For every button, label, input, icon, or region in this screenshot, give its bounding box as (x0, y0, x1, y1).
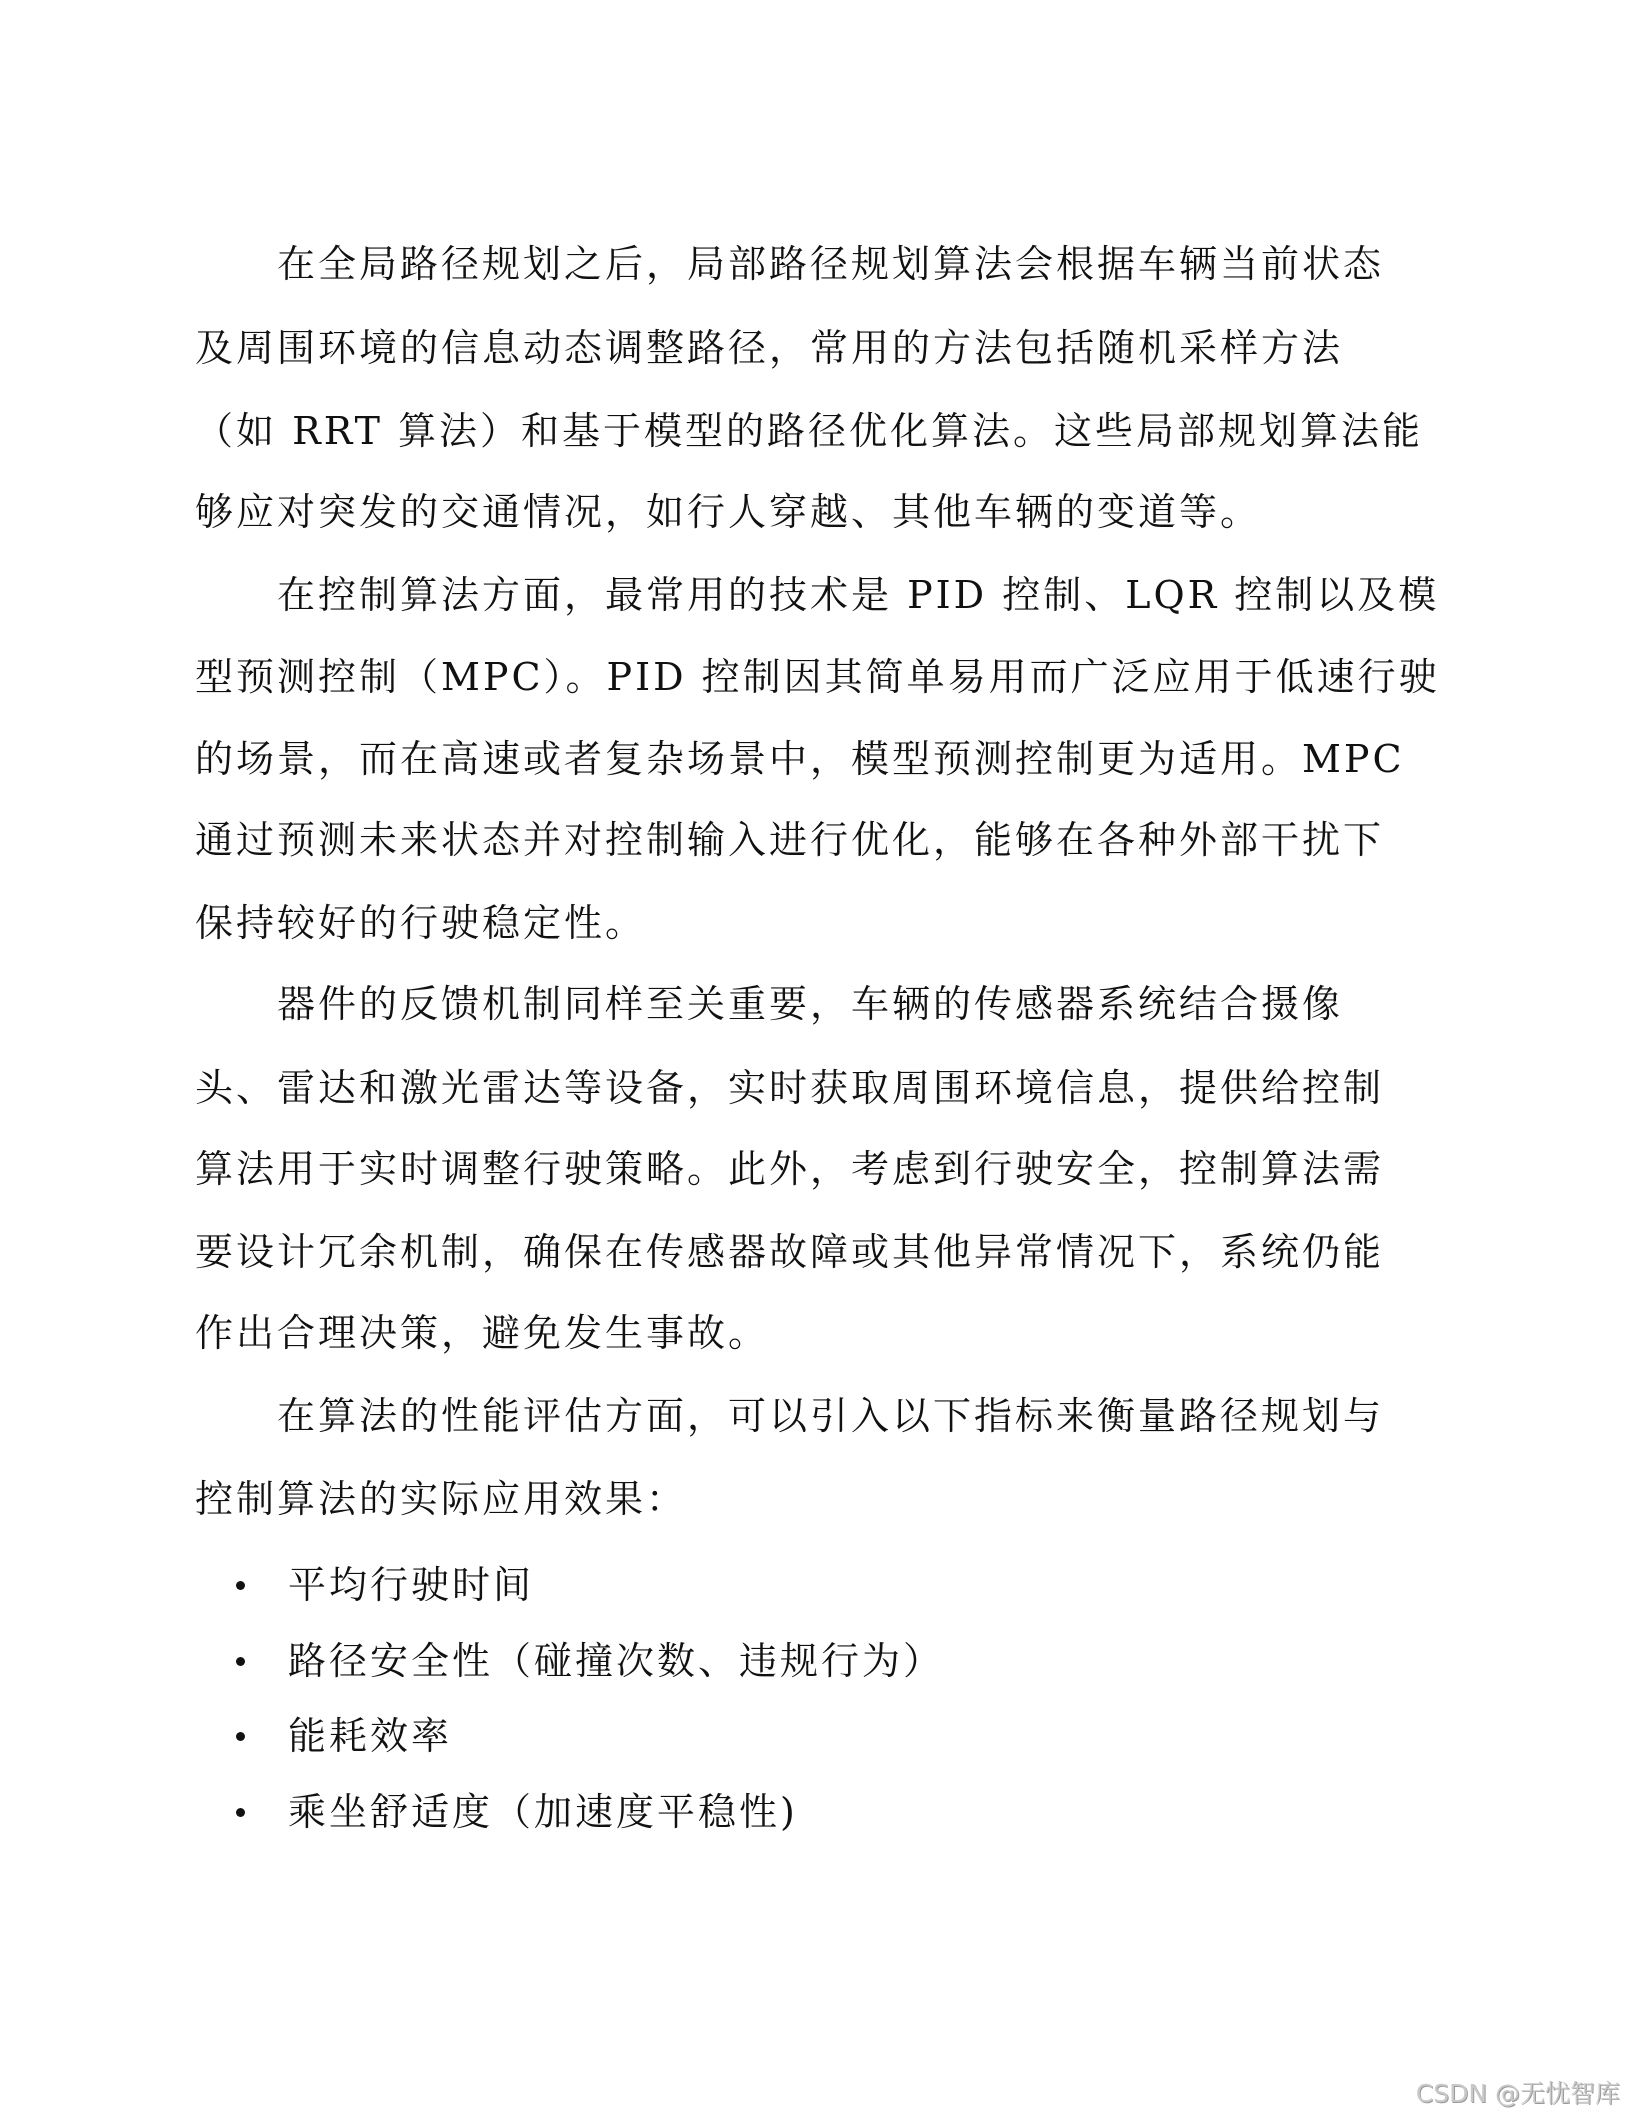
list-item-text: 平均行驶时间 (288, 1563, 535, 1607)
paragraph-3-line-1: 器件的反馈机制同样至关重要，车辆的传感器系统结合摄像 (277, 982, 1344, 1026)
paragraph-1-line-4: 够应对突发的交通情况，如行人穿越、其他车辆的变道等。 (195, 490, 1262, 534)
list-item-text: 乘坐舒适度（加速度平稳性) (288, 1790, 798, 1834)
paragraph-3-line-4: 要设计冗余机制，确保在传感器故障或其他异常情况下，系统仍能 (195, 1230, 1385, 1274)
paragraph-3-line-5: 作出合理决策，避免发生事故。 (195, 1311, 770, 1355)
list-item-text: 路径安全性（碰撞次数、违规行为） (288, 1639, 945, 1683)
paragraph-1-line-1: 在全局路径规划之后，局部路径规划算法会根据车辆当前状态 (277, 242, 1385, 286)
paragraph-4-line-1: 在算法的性能评估方面，可以引入以下指标来衡量路径规划与 (277, 1394, 1385, 1438)
watermark: CSDN @无忧智库 (1415, 2079, 1620, 2108)
paragraph-1-line-3: （如 RRT 算法）和基于模型的路径优化算法。这些局部规划算法能 (195, 409, 1424, 453)
paragraph-2-line-3: 的场景，而在高速或者复杂场景中，模型预测控制更为适用。MPC (195, 737, 1405, 781)
bullet-icon (236, 1581, 245, 1590)
bullet-icon (236, 1808, 245, 1817)
bullet-icon (236, 1657, 245, 1666)
paragraph-2-line-2: 型预测控制（MPC）。PID 控制因其简单易用而广泛应用于低速行驶 (195, 655, 1440, 699)
bullet-icon (236, 1732, 245, 1741)
paragraph-4-line-2: 控制算法的实际应用效果： (195, 1477, 688, 1521)
paragraph-2-line-5: 保持较好的行驶稳定性。 (195, 901, 647, 945)
paragraph-1-line-2: 及周围环境的信息动态调整路径，常用的方法包括随机采样方法 (195, 326, 1344, 370)
paragraph-2-line-4: 通过预测未来状态并对控制输入进行优化，能够在各种外部干扰下 (195, 818, 1385, 862)
paragraph-3-line-2: 头、雷达和激光雷达等设备，实时获取周围环境信息，提供给控制 (195, 1066, 1385, 1110)
paragraph-2-line-1: 在控制算法方面，最常用的技术是 PID 控制、LQR 控制以及模 (277, 573, 1440, 617)
paragraph-3-line-3: 算法用于实时调整行驶策略。此外，考虑到行驶安全，控制算法需 (195, 1147, 1385, 1191)
list-item-text: 能耗效率 (288, 1714, 453, 1758)
